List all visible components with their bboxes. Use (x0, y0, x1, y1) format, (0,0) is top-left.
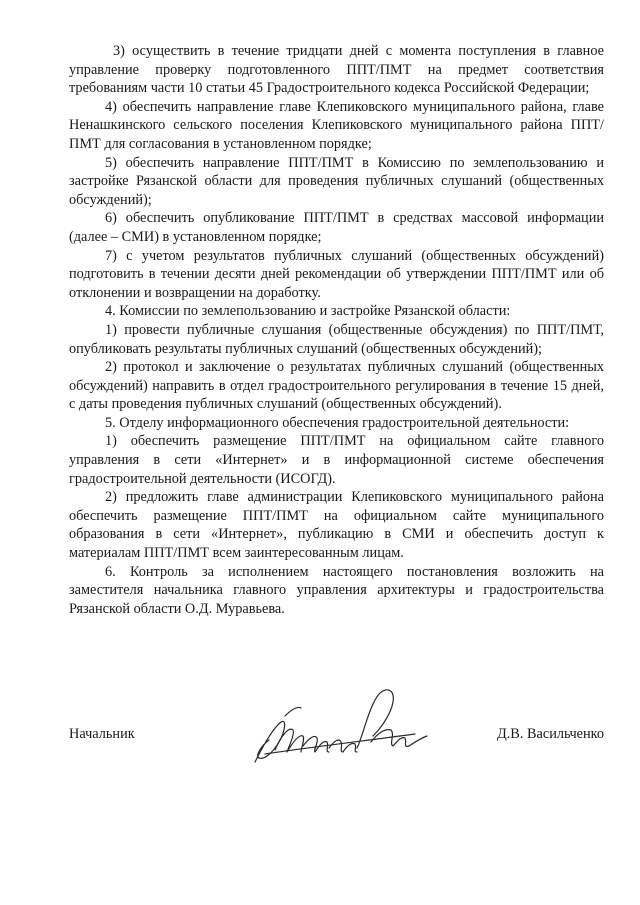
paragraph-item-5-commission: 5) обеспечить направление ППТ/ПМТ в Комиссию по землепользованию и застройке Рязанской области для проведения публичных слушаний (общественных обсуждений); (69, 154, 604, 208)
paragraph-section-5-item-2: 2) предложить главе администрации Клепиковского муниципального района обеспечить размещение ППТ/ПМТ на официальном сайте муниципального образования в сети «Интернет», публикацию в СМИ и обеспечить доступ к материалам ППТ/ПМТ всем заинтересованным лицам. (69, 489, 604, 562)
document-body (69, 42, 604, 618)
section-5-heading: 5. Отделу информационного обеспечения градостроительной деятельности: (105, 414, 570, 431)
signatory-title: Начальник (69, 726, 135, 742)
signatory-name: Д.В. Васильченко (496, 726, 604, 742)
paragraph-item-3-check: 3) осуществить в течение тридцати дней с момента поступления в главное управление проверку подготовленного ППТ/ПМТ на предмет соответствия требованиям части 10 статьи 45 Градостроительного кодекса Российской Федерации; (69, 43, 604, 97)
handwritten-signature (245, 676, 435, 776)
paragraph-section-4-item-2: 2) протокол и заключение о результатах публичных слушаний (общественных обсуждений) направить в отдел градостроительного регулирования в течение 15 дней, с даты проведения публичных слушаний (общественных обсуждений). (69, 359, 604, 413)
section-6-control: 6. Контроль за исполнением настоящего постановления возложить на заместителя начальника главного управления архитектуры и градостроительства Рязанской области О.Д. Муравьева. (69, 563, 604, 617)
section-4-heading: 4. Комиссии по землепользованию и застройке Рязанской области: (105, 303, 511, 320)
paragraph-item-4-coordination: 4) обеспечить направление главе Клепиковского муниципального района, главе Ненашкинского сельского поселения Клепиковского муниципального района ППТ/ПМТ для согласования в установленном порядке; (69, 98, 604, 152)
paragraph-item-7-recommendations: 7) с учетом результатов публичных слушаний (общественных обсуждений) подготовить в течении десяти дней рекомендации об утверждении ППТ/ПМТ или об отклонении и возвращении на доработку. (69, 247, 604, 301)
paragraph-item-6-publication: 6) обеспечить опубликование ППТ/ПМТ в средствах массовой информации (далее – СМИ) в установленном порядке; (69, 210, 604, 245)
paragraph-section-4-item-1: 1) провести публичные слушания (общественные обсуждения) по ППТ/ПМТ, опубликовать результаты публичных слушаний (общественных обсуждений); (69, 321, 604, 357)
paragraph-section-5-item-1: 1) обеспечить размещение ППТ/ПМТ на официальном сайте главного управления в сети «Интернет» и в информационной системе обеспечения градостроительной деятельности (ИСОГД). (69, 433, 604, 487)
